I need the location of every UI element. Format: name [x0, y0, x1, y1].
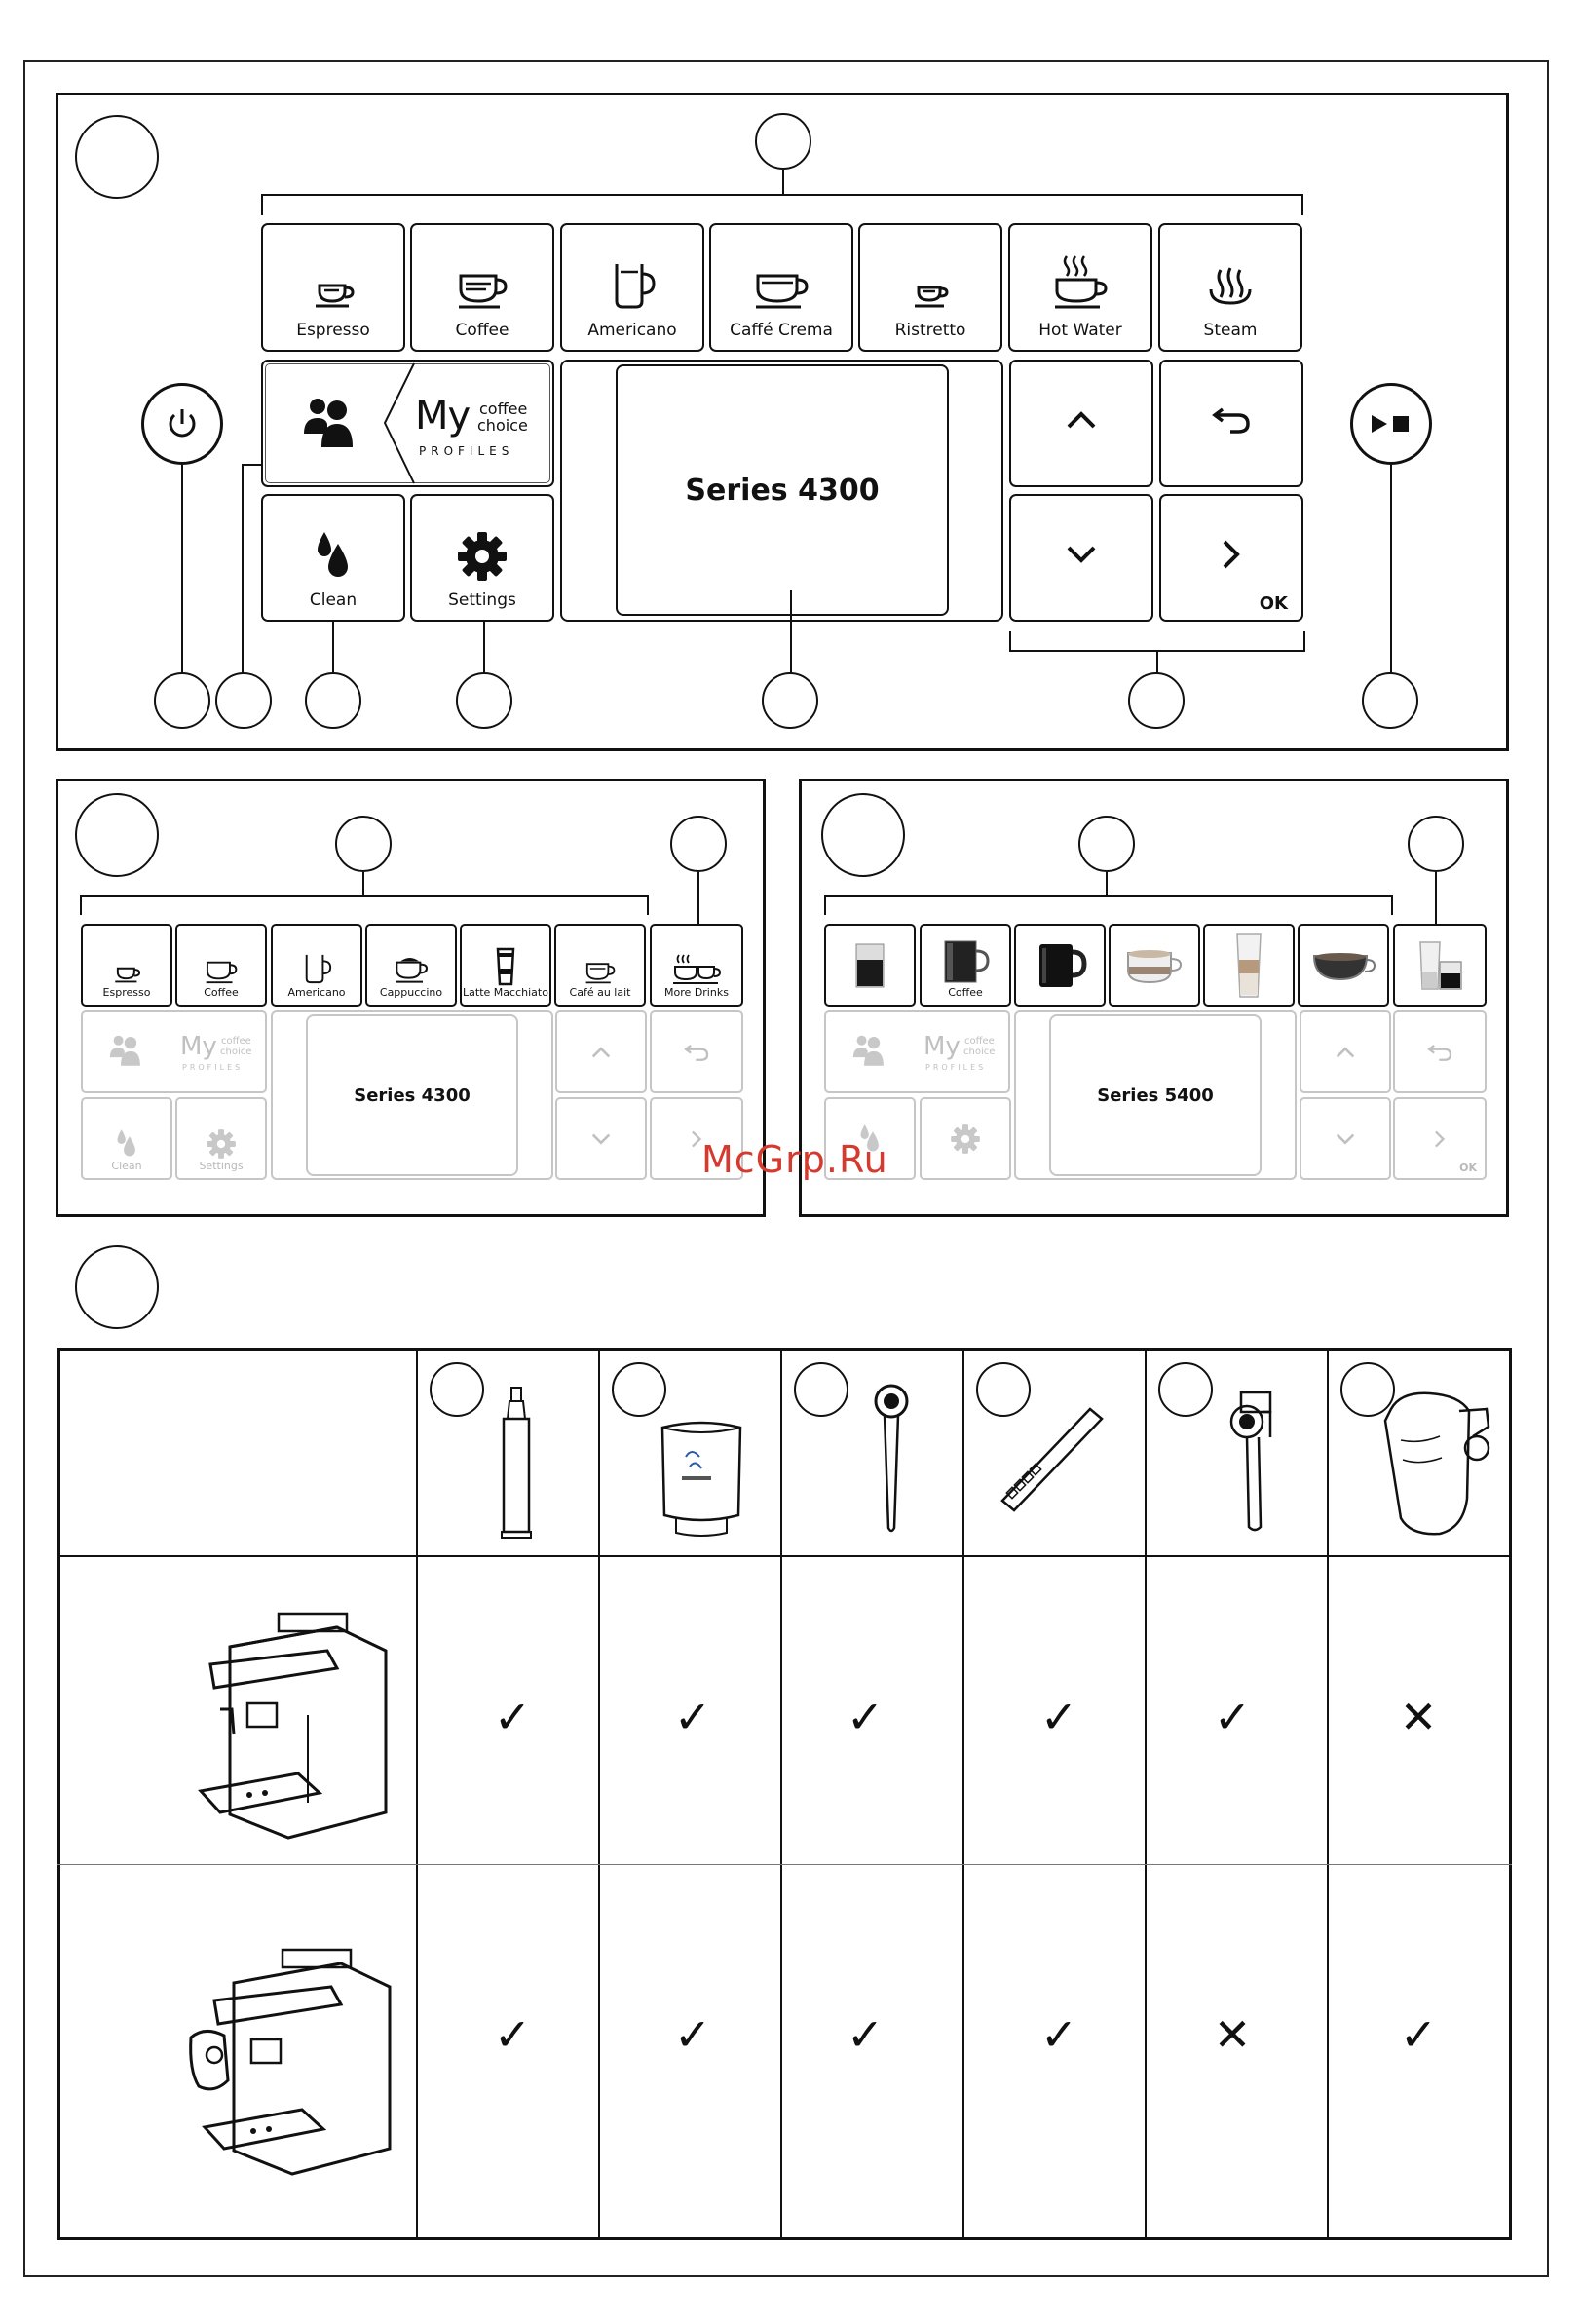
caffe-crema-button[interactable] — [709, 223, 853, 352]
logo-coffee-text: coffee — [221, 1036, 251, 1047]
more-drinks-photo-icon — [1413, 938, 1467, 993]
americano-label: Americano — [287, 986, 346, 999]
more-drinks-icon — [671, 953, 722, 986]
espresso-cup-icon — [306, 268, 360, 313]
callout-circle — [430, 1362, 484, 1417]
up-button[interactable] — [1300, 1010, 1391, 1093]
figure-number-circle — [821, 793, 905, 877]
ristretto-button[interactable] — [858, 223, 1002, 352]
back-button[interactable] — [650, 1010, 743, 1093]
logo-my-text: My — [923, 1032, 961, 1061]
ok-label: OK — [1259, 593, 1288, 614]
hot-water-cup-icon — [1049, 252, 1112, 313]
americano-mug-photo-icon — [1032, 938, 1088, 993]
clean-label: Clean — [309, 591, 358, 610]
callout-circle — [154, 672, 210, 729]
chevron-up-icon — [1335, 1046, 1356, 1059]
coffee-photo-icon — [937, 937, 994, 986]
power-button[interactable] — [141, 383, 223, 465]
figure-number-circle — [75, 1245, 159, 1329]
settings-label: Settings — [199, 1160, 244, 1172]
ok-label: OK — [1459, 1162, 1477, 1174]
measuring-scoop-icon — [867, 1382, 916, 1538]
compatibility-mark: ✓ — [1039, 2008, 1078, 2061]
hot-water-label: Hot Water — [1038, 321, 1122, 340]
callout-circle — [1078, 816, 1135, 872]
logo-choice-text: choice — [963, 1047, 996, 1057]
drink-photo-button-3[interactable] — [1014, 924, 1106, 1007]
clean-label: Clean — [111, 1160, 142, 1172]
compatibility-mark: ✓ — [493, 1691, 532, 1743]
logo-profiles-text: PROFILES — [419, 444, 514, 458]
settings-button[interactable] — [410, 494, 554, 622]
steam-label: Steam — [1203, 321, 1258, 340]
settings-button[interactable] — [920, 1097, 1011, 1180]
latte-glass-icon — [494, 947, 517, 986]
drink-photo-button-6[interactable] — [1298, 924, 1389, 1007]
milk-carafe-icon — [1372, 1382, 1498, 1547]
chevron-up-icon — [1065, 409, 1098, 431]
logo-coffee-text: coffee — [479, 400, 528, 418]
callout-circle — [1158, 1362, 1213, 1417]
callout-circle — [305, 672, 361, 729]
coffee-profiles-button[interactable] — [81, 1010, 267, 1093]
screen-model-text: Series 4300 — [354, 1085, 471, 1106]
drink-photo-button-5[interactable] — [1203, 924, 1295, 1007]
logo-my-text: My — [415, 394, 471, 438]
gear-icon — [950, 1124, 981, 1155]
ok-button[interactable] — [1159, 494, 1303, 622]
screen-model-text: Series 5400 — [1097, 1085, 1214, 1106]
coffee-label: Coffee — [204, 986, 239, 999]
compatibility-mark: ✓ — [673, 1691, 712, 1743]
compatibility-mark: ✓ — [673, 2008, 712, 2061]
coffee-profiles-button[interactable] — [824, 1010, 1010, 1093]
gear-icon — [206, 1128, 237, 1160]
caffe-crema-cup-icon — [750, 264, 812, 313]
chevron-right-icon — [1433, 1128, 1447, 1150]
espresso-label: Espresso — [102, 986, 151, 999]
down-button[interactable] — [1300, 1097, 1391, 1180]
logo-choice-text: choice — [477, 416, 528, 435]
display-screen — [616, 364, 949, 616]
start-stop-button[interactable] — [1350, 383, 1432, 465]
espresso-cup-icon — [108, 957, 145, 986]
water-filter-icon — [653, 1418, 750, 1540]
display-screen — [306, 1014, 518, 1176]
callout-circle — [456, 672, 512, 729]
cappuccino-button[interactable] — [365, 924, 457, 1007]
americano-mug-icon — [605, 258, 660, 313]
up-button[interactable] — [555, 1010, 647, 1093]
milk-spout-icon — [1218, 1389, 1296, 1535]
callout-circle — [762, 672, 818, 729]
coffee-cup-icon — [453, 264, 511, 313]
profiles-people-icon — [849, 1032, 888, 1067]
chevron-up-icon — [590, 1046, 612, 1059]
back-button[interactable] — [1393, 1010, 1487, 1093]
americano-button[interactable] — [560, 223, 704, 352]
callout-circle — [335, 816, 392, 872]
play-stop-icon — [1370, 413, 1413, 435]
test-strip-icon — [989, 1403, 1115, 1530]
latte-macchiato-button[interactable] — [460, 924, 551, 1007]
callout-circle — [794, 1362, 848, 1417]
chevron-right-icon — [1220, 538, 1243, 571]
drink-photo-button-1[interactable] — [824, 924, 916, 1007]
profiles-people-icon — [298, 393, 360, 449]
compatibility-mark: ✓ — [493, 2008, 532, 2061]
espresso-button[interactable] — [81, 924, 172, 1007]
machine-with-milk-frother — [191, 1608, 396, 1851]
figure-number-circle — [75, 115, 159, 199]
cappuccino-photo-icon — [1120, 943, 1188, 988]
americano-label: Americano — [587, 321, 677, 340]
drink-photo-button-4[interactable] — [1109, 924, 1200, 1007]
coffee-button[interactable] — [410, 223, 554, 352]
espresso-photo-icon — [850, 940, 889, 991]
settings-label: Settings — [448, 591, 516, 610]
ristretto-cup-icon — [903, 268, 958, 313]
watermark-text: McGrp.Ru — [701, 1138, 888, 1181]
coffee-button[interactable] — [175, 924, 267, 1007]
logo-choice-text: choice — [220, 1047, 252, 1057]
chevron-down-icon — [1065, 544, 1098, 565]
gear-icon — [456, 530, 509, 583]
coffee-cup-icon — [202, 955, 241, 986]
water-drops-icon — [112, 1128, 141, 1160]
back-arrow-icon — [1425, 1042, 1454, 1063]
ok-button[interactable] — [1393, 1097, 1487, 1180]
coffee-label: Coffee — [948, 986, 983, 999]
logo-profiles-text: PROFILES — [925, 1063, 987, 1072]
chevron-down-icon — [1335, 1132, 1356, 1146]
cappuccino-cup-icon — [392, 953, 431, 986]
cafe-au-lait-cup-icon — [581, 957, 620, 986]
settings-button[interactable] — [175, 1097, 267, 1180]
compatibility-mark: ✕ — [1399, 1691, 1438, 1743]
lubricant-tube-icon — [492, 1386, 541, 1542]
display-screen — [1049, 1014, 1262, 1176]
compatibility-mark: ✕ — [1213, 2008, 1252, 2061]
callout-circle — [215, 672, 272, 729]
down-button[interactable] — [555, 1097, 647, 1180]
callout-circle — [612, 1362, 666, 1417]
power-icon — [163, 404, 202, 443]
callout-circle — [670, 816, 727, 872]
chevron-down-icon — [590, 1132, 612, 1146]
callout-circle — [755, 113, 811, 170]
clean-button[interactable] — [261, 494, 405, 622]
cafe-au-lait-label: Café au lait — [569, 986, 631, 999]
down-button[interactable] — [1009, 494, 1153, 622]
americano-mug-icon — [299, 951, 334, 986]
compatibility-mark: ✓ — [1399, 2008, 1438, 2061]
machine-with-milk-system — [185, 1944, 399, 2188]
back-arrow-icon — [1209, 403, 1254, 437]
cafe-au-lait-photo-icon — [1308, 946, 1378, 985]
callout-circle — [1408, 816, 1464, 872]
logo-my-text: My — [180, 1032, 217, 1061]
logo-profiles-text: PROFILES — [182, 1063, 244, 1072]
figure-number-circle — [75, 793, 159, 877]
latte-macchiato-photo-icon — [1231, 933, 1266, 999]
compatibility-mark: ✓ — [846, 2008, 885, 2061]
espresso-button[interactable] — [261, 223, 405, 352]
americano-button[interactable] — [271, 924, 362, 1007]
ristretto-label: Ristretto — [894, 321, 966, 340]
water-drops-icon — [309, 530, 358, 583]
up-button[interactable] — [1009, 360, 1153, 487]
more-drinks-label: More Drinks — [664, 986, 729, 999]
more-drinks-button[interactable] — [1393, 924, 1487, 1007]
callout-circle — [1128, 672, 1185, 729]
back-button[interactable] — [1159, 360, 1303, 487]
compatibility-mark: ✓ — [1039, 1691, 1078, 1743]
more-drinks-button[interactable] — [650, 924, 743, 1007]
coffee-button[interactable] — [920, 924, 1011, 1007]
compatibility-mark: ✓ — [846, 1691, 885, 1743]
steam-button[interactable] — [1158, 223, 1302, 352]
caffe-crema-label: Caffé Crema — [730, 321, 833, 340]
cappuccino-label: Cappuccino — [379, 986, 443, 999]
coffee-label: Coffee — [455, 321, 509, 340]
back-arrow-icon — [682, 1042, 711, 1063]
screen-model-text: Series 4300 — [685, 473, 880, 508]
cafe-au-lait-button[interactable] — [554, 924, 646, 1007]
compatibility-mark: ✓ — [1213, 1691, 1252, 1743]
logo-coffee-text: coffee — [964, 1036, 995, 1047]
clean-button[interactable] — [81, 1097, 172, 1180]
espresso-label: Espresso — [296, 321, 370, 340]
profiles-people-icon — [106, 1032, 145, 1067]
steam-icon — [1201, 264, 1260, 313]
callout-circle — [1362, 672, 1418, 729]
my-coffee-choice-logo — [415, 394, 542, 466]
hot-water-button[interactable] — [1008, 223, 1152, 352]
latte-macchiato-label: Latte Macchiato — [463, 986, 548, 999]
